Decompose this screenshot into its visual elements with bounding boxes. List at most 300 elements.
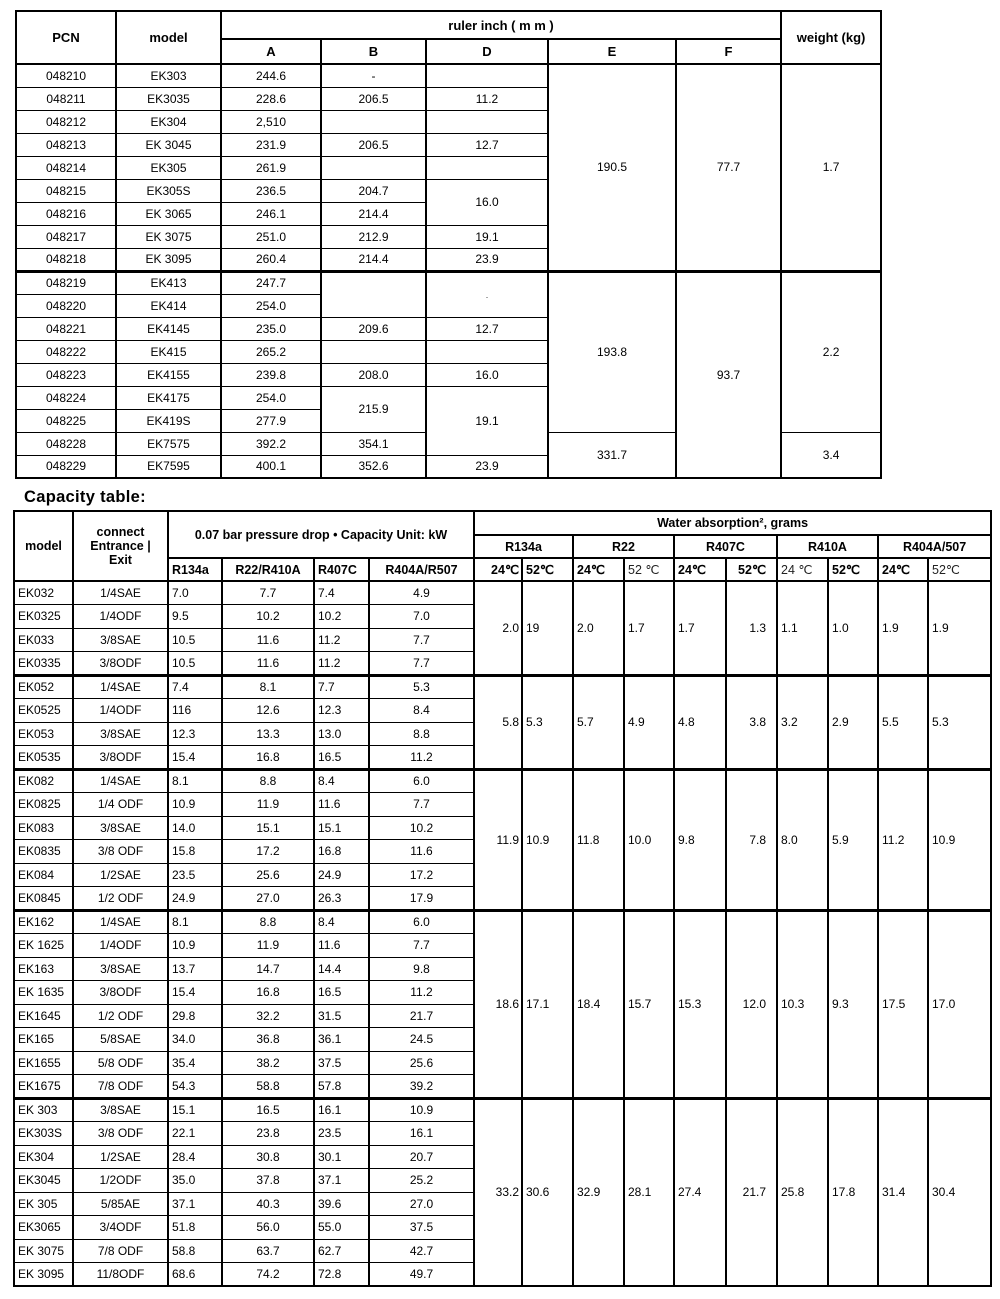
dimensions-body [16, 64, 881, 478]
dimension-cell: 204.7 [321, 179, 426, 202]
capacity-table [13, 510, 992, 1287]
capacity-cell: 14.4 [314, 957, 369, 981]
capacity-cell: 11.9 [222, 934, 314, 958]
dimension-cell: 352.6 [321, 455, 426, 478]
capacity-cell: 9.5 [168, 605, 222, 629]
capacity-cell: 7.0 [369, 605, 474, 629]
dimension-cell: 277.9 [221, 409, 321, 432]
water-absorption-cell: 2.0 [474, 581, 522, 675]
capacity-cell: 72.8 [314, 1263, 369, 1287]
capacity-cell: 30.1 [314, 1145, 369, 1169]
water-absorption-cell: 1.9 [928, 581, 991, 675]
capacity-cell: 3/8ODF [73, 652, 168, 676]
water-absorption-cell: 28.1 [624, 1098, 674, 1286]
capacity-cell: 17.2 [222, 840, 314, 864]
header-water-refrigerant: R407C [674, 535, 777, 558]
capacity-cell: 11.2 [369, 746, 474, 770]
dimension-cell: EK 3095 [116, 248, 221, 271]
water-absorption-cell: 5.5 [878, 675, 928, 769]
dimension-cell: 048225 [16, 409, 116, 432]
capacity-cell: 7.7 [314, 675, 369, 699]
dimension-cell: EK 3075 [116, 225, 221, 248]
capacity-cell: 37.8 [222, 1169, 314, 1193]
header-dim-f: F [676, 39, 781, 64]
capacity-cell: 57.8 [314, 1075, 369, 1099]
capacity-cell: 15.1 [222, 816, 314, 840]
capacity-cell: 10.9 [168, 793, 222, 817]
water-absorption-cell: 8.0 [777, 769, 828, 910]
water-absorption-cell: 4.9 [624, 675, 674, 769]
water-absorption-cell: 33.2 [474, 1098, 522, 1286]
capacity-model-cell: EK1675 [14, 1075, 73, 1099]
dimension-cell: 048215 [16, 179, 116, 202]
water-absorption-cell: 5.9 [828, 769, 878, 910]
header-temp: 24℃ [573, 558, 624, 581]
capacity-cell: 34.0 [168, 1028, 222, 1052]
capacity-cell: 62.7 [314, 1239, 369, 1263]
capacity-cell: 35.0 [168, 1169, 222, 1193]
header-water-refrigerant: R410A [777, 535, 878, 558]
capacity-cell: 7/8 ODF [73, 1239, 168, 1263]
header-temp: 24℃ [674, 558, 726, 581]
capacity-cell: 8.8 [222, 769, 314, 793]
capacity-cell: 58.8 [168, 1239, 222, 1263]
capacity-cell: 7.0 [168, 581, 222, 605]
water-absorption-cell: 1.3 [726, 581, 777, 675]
header-water-refrigerant: R134a [474, 535, 573, 558]
header-connect: connect Entrance | Exit [73, 511, 168, 581]
capacity-model-cell: EK1655 [14, 1051, 73, 1075]
dimensions-table [15, 10, 882, 479]
water-absorption-cell: 32.9 [573, 1098, 624, 1286]
dimensions-header-row [16, 11, 881, 39]
capacity-cell: 11.6 [314, 793, 369, 817]
capacity-cell: 1/4SAE [73, 910, 168, 934]
dimension-cell: 048224 [16, 386, 116, 409]
dimension-cell [426, 340, 548, 363]
capacity-cell: 1/2SAE [73, 863, 168, 887]
capacity-cell: 16.1 [369, 1122, 474, 1146]
water-absorption-cell: 1.1 [777, 581, 828, 675]
water-absorption-cell: 7.8 [726, 769, 777, 910]
capacity-cell: 15.1 [168, 1098, 222, 1122]
water-absorption-cell: 1.7 [624, 581, 674, 675]
capacity-cell: 7/8 ODF [73, 1075, 168, 1099]
header-cap-model: model [14, 511, 73, 581]
capacity-cell: 6.0 [369, 769, 474, 793]
capacity-cell: 16.8 [222, 746, 314, 770]
dimension-cell: 048217 [16, 225, 116, 248]
dimension-cell: 206.5 [321, 133, 426, 156]
dimension-cell: 239.8 [221, 363, 321, 386]
dimension-cell: EK4155 [116, 363, 221, 386]
capacity-cell: 11.2 [369, 981, 474, 1005]
capacity-cell: 1/2ODF [73, 1169, 168, 1193]
capacity-cell: 1/4 ODF [73, 793, 168, 817]
capacity-cell: 11.9 [222, 793, 314, 817]
capacity-cell: 37.5 [369, 1216, 474, 1240]
water-absorption-cell: 10.0 [624, 769, 674, 910]
capacity-cell: 15.1 [314, 816, 369, 840]
water-absorption-cell: 2.0 [573, 581, 624, 675]
capacity-cell: 38.2 [222, 1051, 314, 1075]
dimension-cell: 16.0 [426, 363, 548, 386]
dimension-cell: . [426, 271, 548, 317]
water-absorption-cell: 5.3 [928, 675, 991, 769]
dimension-cell: 247.7 [221, 271, 321, 294]
capacity-cell: 5/85AE [73, 1192, 168, 1216]
dimension-cell: - [321, 64, 426, 87]
dimension-row [16, 271, 881, 294]
dimension-cell: 231.9 [221, 133, 321, 156]
water-absorption-cell: 19 [522, 581, 573, 675]
header-water-group: Water absorption², grams [474, 511, 991, 535]
capacity-cell: 36.1 [314, 1028, 369, 1052]
dimension-cell: 260.4 [221, 248, 321, 271]
capacity-cell: 1/4SAE [73, 769, 168, 793]
capacity-cell: 3/8SAE [73, 816, 168, 840]
capacity-cell: 12.3 [314, 699, 369, 723]
dimension-cell: 048223 [16, 363, 116, 386]
capacity-cell: 23.5 [314, 1122, 369, 1146]
dimension-cell: 212.9 [321, 225, 426, 248]
capacity-cell: 22.1 [168, 1122, 222, 1146]
water-absorption-cell: 1.7 [674, 581, 726, 675]
dimension-cell: 19.1 [426, 386, 548, 455]
dimension-cell: 3.4 [781, 432, 881, 478]
header-temp: 52℃ [726, 558, 777, 581]
capacity-model-cell: EK033 [14, 628, 73, 652]
capacity-cell: 68.6 [168, 1263, 222, 1287]
dimension-cell: EK305 [116, 156, 221, 179]
water-absorption-cell: 4.8 [674, 675, 726, 769]
capacity-cell: 58.8 [222, 1075, 314, 1099]
header-capacity-col: R404A/R507 [369, 558, 474, 581]
capacity-model-cell: EK0835 [14, 840, 73, 864]
capacity-cell: 16.5 [314, 746, 369, 770]
dimension-cell [321, 156, 426, 179]
header-temp: 52℃ [928, 558, 991, 581]
dimension-cell: 206.5 [321, 87, 426, 110]
capacity-cell: 116 [168, 699, 222, 723]
capacity-row [14, 675, 991, 699]
capacity-cell: 1/2 ODF [73, 887, 168, 911]
capacity-cell: 17.2 [369, 863, 474, 887]
header-capacity-group: 0.07 bar pressure drop • Capacity Unit: kW [168, 511, 474, 558]
dimension-cell: 93.7 [676, 271, 781, 478]
capacity-cell: 11.2 [314, 652, 369, 676]
dimension-cell: 244.6 [221, 64, 321, 87]
capacity-cell: 14.7 [222, 957, 314, 981]
dimension-row [16, 64, 881, 87]
capacity-cell: 8.1 [168, 910, 222, 934]
capacity-cell: 49.7 [369, 1263, 474, 1287]
dimension-cell: 048211 [16, 87, 116, 110]
capacity-cell: 7.7 [369, 934, 474, 958]
water-absorption-cell: 21.7 [726, 1098, 777, 1286]
capacity-cell: 16.8 [314, 840, 369, 864]
capacity-model-cell: EK082 [14, 769, 73, 793]
dimension-cell: EK 3065 [116, 202, 221, 225]
capacity-cell: 32.2 [222, 1004, 314, 1028]
dimension-cell [426, 156, 548, 179]
capacity-cell: 29.8 [168, 1004, 222, 1028]
capacity-cell: 3/8SAE [73, 1098, 168, 1122]
water-absorption-cell: 30.4 [928, 1098, 991, 1286]
capacity-cell: 8.8 [369, 722, 474, 746]
capacity-model-cell: EK304 [14, 1145, 73, 1169]
capacity-model-cell: EK053 [14, 722, 73, 746]
capacity-head [14, 511, 991, 581]
capacity-cell: 15.4 [168, 746, 222, 770]
dimension-cell: 190.5 [548, 64, 676, 271]
dimension-cell: 228.6 [221, 87, 321, 110]
dimension-cell: 215.9 [321, 386, 426, 432]
dimension-cell: 208.0 [321, 363, 426, 386]
capacity-cell: 5/8SAE [73, 1028, 168, 1052]
dimension-cell: 236.5 [221, 179, 321, 202]
dimension-cell: 265.2 [221, 340, 321, 363]
dimension-cell: EK7575 [116, 432, 221, 455]
capacity-model-cell: EK 305 [14, 1192, 73, 1216]
capacity-cell: 11/8ODF [73, 1263, 168, 1287]
capacity-model-cell: EK163 [14, 957, 73, 981]
capacity-cell: 37.5 [314, 1051, 369, 1075]
dimension-cell: 048213 [16, 133, 116, 156]
capacity-cell: 1/2 ODF [73, 1004, 168, 1028]
dimension-cell: 048229 [16, 455, 116, 478]
dimension-cell: 2,510 [221, 110, 321, 133]
capacity-model-cell: EK052 [14, 675, 73, 699]
capacity-cell: 23.8 [222, 1122, 314, 1146]
dimension-cell: 048221 [16, 317, 116, 340]
water-absorption-cell: 1.9 [878, 581, 928, 675]
water-absorption-cell: 5.3 [522, 675, 573, 769]
capacity-cell: 16.1 [314, 1098, 369, 1122]
capacity-cell: 42.7 [369, 1239, 474, 1263]
capacity-cell: 8.4 [369, 699, 474, 723]
header-temp: 24 ℃ [777, 558, 828, 581]
capacity-cell: 27.0 [369, 1192, 474, 1216]
capacity-cell: 24.9 [314, 863, 369, 887]
capacity-cell: 12.6 [222, 699, 314, 723]
water-absorption-cell: 10.9 [928, 769, 991, 910]
capacity-cell: 24.9 [168, 887, 222, 911]
dimension-cell [426, 64, 548, 87]
capacity-cell: 3/8SAE [73, 957, 168, 981]
capacity-cell: 11.6 [222, 628, 314, 652]
capacity-cell: 10.2 [314, 605, 369, 629]
header-dim-a: A [221, 39, 321, 64]
dimension-cell: 048222 [16, 340, 116, 363]
capacity-cell: 13.3 [222, 722, 314, 746]
dimension-cell: 246.1 [221, 202, 321, 225]
header-capacity-col: R22/R410A [222, 558, 314, 581]
capacity-cell: 25.2 [369, 1169, 474, 1193]
dimension-cell: 235.0 [221, 317, 321, 340]
capacity-model-cell: EK3045 [14, 1169, 73, 1193]
capacity-cell: 10.5 [168, 652, 222, 676]
capacity-model-cell: EK0325 [14, 605, 73, 629]
capacity-cell: 8.4 [314, 910, 369, 934]
dimension-cell: EK305S [116, 179, 221, 202]
capacity-cell: 55.0 [314, 1216, 369, 1240]
dimensions-head [16, 11, 881, 64]
water-absorption-cell: 11.9 [474, 769, 522, 910]
dimension-cell: 12.7 [426, 133, 548, 156]
header-temp: 52℃ [828, 558, 878, 581]
capacity-cell: 10.9 [168, 934, 222, 958]
dimension-cell: 400.1 [221, 455, 321, 478]
capacity-row [14, 769, 991, 793]
capacity-cell: 63.7 [222, 1239, 314, 1263]
capacity-cell: 1/4ODF [73, 934, 168, 958]
capacity-cell: 25.6 [222, 863, 314, 887]
capacity-cell: 56.0 [222, 1216, 314, 1240]
header-weight: weight (kg) [781, 11, 881, 64]
capacity-model-cell: EK032 [14, 581, 73, 605]
capacity-cell: 8.8 [222, 910, 314, 934]
capacity-cell: 13.0 [314, 722, 369, 746]
dimension-cell: 331.7 [548, 432, 676, 478]
dimension-cell: 214.4 [321, 202, 426, 225]
water-absorption-cell: 18.4 [573, 910, 624, 1098]
capacity-cell: 30.8 [222, 1145, 314, 1169]
capacity-cell: 3/4ODF [73, 1216, 168, 1240]
capacity-cell: 5.3 [369, 675, 474, 699]
dimension-cell: 254.0 [221, 294, 321, 317]
capacity-cell: 74.2 [222, 1263, 314, 1287]
dimension-cell: EK419S [116, 409, 221, 432]
capacity-model-cell: EK0845 [14, 887, 73, 911]
capacity-cell: 10.9 [369, 1098, 474, 1122]
capacity-cell: 3/8 ODF [73, 840, 168, 864]
capacity-cell: 4.9 [369, 581, 474, 605]
capacity-model-cell: EK162 [14, 910, 73, 934]
dimension-cell: 209.6 [321, 317, 426, 340]
capacity-model-cell: EK 303 [14, 1098, 73, 1122]
capacity-table-title: Capacity table: [24, 488, 146, 506]
water-absorption-cell: 10.9 [522, 769, 573, 910]
capacity-cell: 20.7 [369, 1145, 474, 1169]
capacity-cell: 3/8SAE [73, 628, 168, 652]
capacity-cell: 23.5 [168, 863, 222, 887]
capacity-cell: 36.8 [222, 1028, 314, 1052]
water-absorption-cell: 12.0 [726, 910, 777, 1098]
capacity-cell: 7.7 [369, 652, 474, 676]
capacity-cell: 7.7 [369, 793, 474, 817]
dimension-cell: 214.4 [321, 248, 426, 271]
water-absorption-cell: 11.2 [878, 769, 928, 910]
dimension-cell: 048218 [16, 248, 116, 271]
capacity-row [14, 581, 991, 605]
capacity-cell: 39.6 [314, 1192, 369, 1216]
capacity-row [14, 910, 991, 934]
capacity-model-cell: EK 3075 [14, 1239, 73, 1263]
capacity-cell: 16.5 [314, 981, 369, 1005]
dimension-cell: EK303 [116, 64, 221, 87]
capacity-cell: 8.1 [168, 769, 222, 793]
dimension-cell: 251.0 [221, 225, 321, 248]
capacity-cell: 54.3 [168, 1075, 222, 1099]
capacity-cell: 5/8 ODF [73, 1051, 168, 1075]
capacity-model-cell: EK3065 [14, 1216, 73, 1240]
header-dim-d: D [426, 39, 548, 64]
capacity-cell: 28.4 [168, 1145, 222, 1169]
capacity-cell: 7.7 [222, 581, 314, 605]
capacity-header-row [14, 511, 991, 535]
capacity-model-cell: EK303S [14, 1122, 73, 1146]
capacity-cell: 7.7 [369, 628, 474, 652]
dimension-cell: EK4145 [116, 317, 221, 340]
capacity-cell: 10.2 [369, 816, 474, 840]
header-temp: 52 ℃ [624, 558, 674, 581]
capacity-cell: 15.4 [168, 981, 222, 1005]
dimension-cell [426, 110, 548, 133]
header-temp: 24℃ [474, 558, 522, 581]
dimension-cell: EK413 [116, 271, 221, 294]
capacity-cell: 3/8ODF [73, 746, 168, 770]
capacity-cell: 9.8 [369, 957, 474, 981]
dimension-cell: 12.7 [426, 317, 548, 340]
water-absorption-cell: 10.3 [777, 910, 828, 1098]
document-page [0, 10, 1000, 1299]
capacity-cell: 10.2 [222, 605, 314, 629]
capacity-cell: 11.6 [222, 652, 314, 676]
dimension-cell: EK3035 [116, 87, 221, 110]
capacity-cell: 1/2SAE [73, 1145, 168, 1169]
dimension-cell: 048210 [16, 64, 116, 87]
water-absorption-cell: 3.2 [777, 675, 828, 769]
water-absorption-cell: 17.8 [828, 1098, 878, 1286]
water-absorption-cell: 15.7 [624, 910, 674, 1098]
dimension-cell: 19.1 [426, 225, 548, 248]
header-temp: 24℃ [878, 558, 928, 581]
dimension-cell: 193.8 [548, 271, 676, 432]
capacity-cell: 14.0 [168, 816, 222, 840]
water-absorption-cell: 5.8 [474, 675, 522, 769]
dimension-cell: EK415 [116, 340, 221, 363]
water-absorption-cell: 17.5 [878, 910, 928, 1098]
capacity-cell: 3/8ODF [73, 981, 168, 1005]
header-water-refrigerant: R404A/507 [878, 535, 991, 558]
water-absorption-cell: 11.8 [573, 769, 624, 910]
capacity-cell: 6.0 [369, 910, 474, 934]
dimension-cell [321, 271, 426, 317]
capacity-cell: 10.5 [168, 628, 222, 652]
header-dim-b: B [321, 39, 426, 64]
dimension-cell: 77.7 [676, 64, 781, 271]
dimension-cell: 048216 [16, 202, 116, 225]
dimension-cell [321, 340, 426, 363]
capacity-cell: 11.6 [314, 934, 369, 958]
capacity-cell: 1/4SAE [73, 581, 168, 605]
capacity-model-cell: EK083 [14, 816, 73, 840]
capacity-cell: 15.8 [168, 840, 222, 864]
capacity-cell: 31.5 [314, 1004, 369, 1028]
dimension-cell [321, 110, 426, 133]
capacity-cell: 16.8 [222, 981, 314, 1005]
capacity-cell: 11.6 [369, 840, 474, 864]
capacity-cell: 7.4 [168, 675, 222, 699]
dimension-cell: 261.9 [221, 156, 321, 179]
water-absorption-cell: 15.3 [674, 910, 726, 1098]
capacity-cell: 3/8 ODF [73, 1122, 168, 1146]
water-absorption-cell: 25.8 [777, 1098, 828, 1286]
water-absorption-cell: 5.7 [573, 675, 624, 769]
water-absorption-cell: 9.8 [674, 769, 726, 910]
capacity-cell: 24.5 [369, 1028, 474, 1052]
